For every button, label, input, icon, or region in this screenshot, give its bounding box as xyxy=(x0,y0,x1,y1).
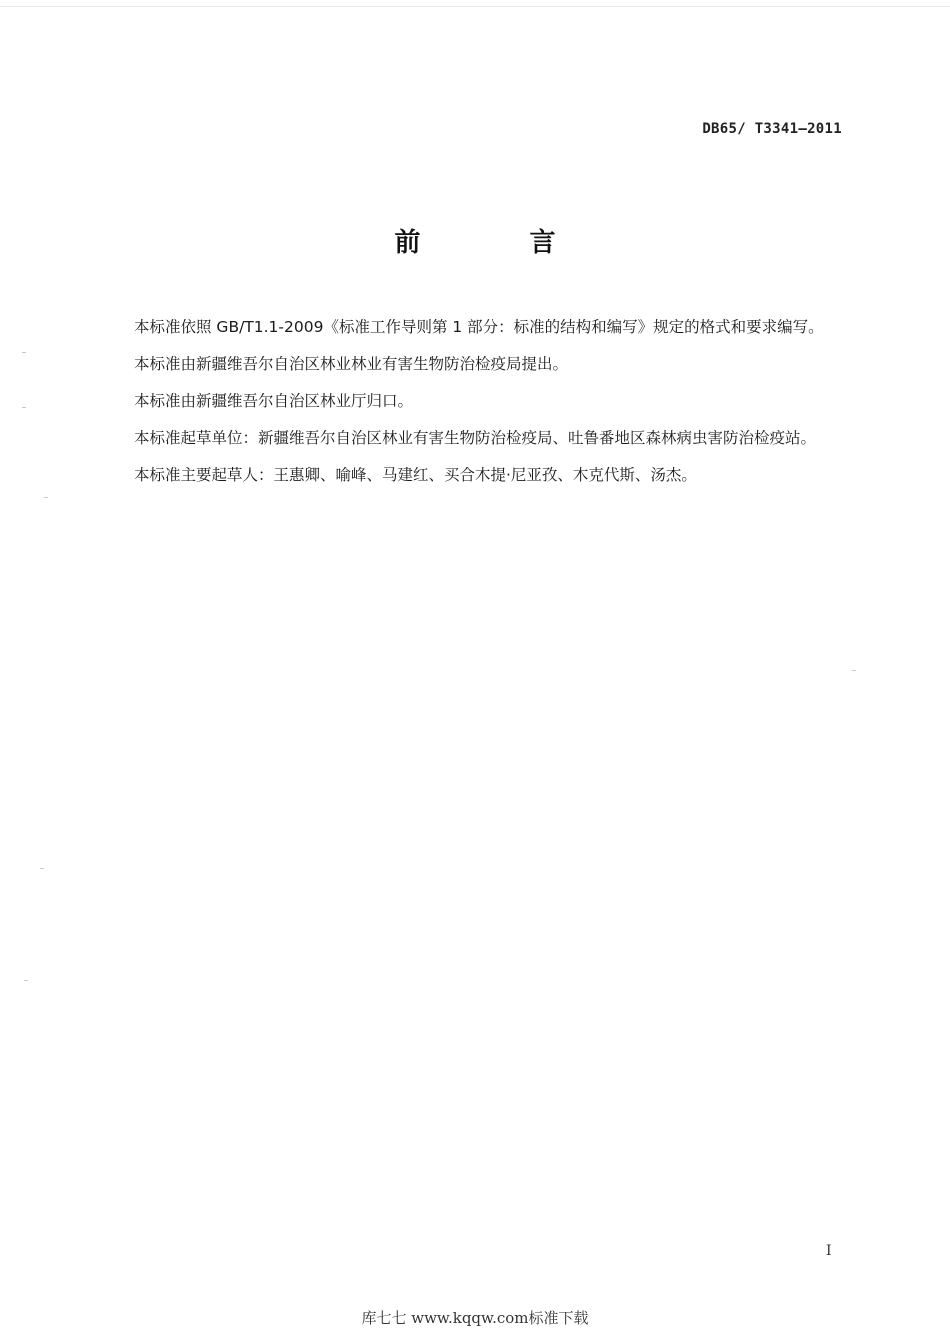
footer-watermark: 库七七 www.kqqw.com标准下载 xyxy=(361,1309,589,1327)
scan-speck xyxy=(44,497,48,498)
paragraph-governing-body: 本标准由新疆维吾尔自治区林业厅归口。 xyxy=(134,392,414,410)
page-number: I xyxy=(826,1243,832,1259)
paragraph-drafters: 本标准主要起草人：王惠卿、喻峰、马建红、买合木提·尼亚孜、木克代斯、汤杰。 xyxy=(134,466,697,484)
scan-speck xyxy=(40,868,44,869)
scan-edge-line xyxy=(0,6,950,7)
paragraph-proposer: 本标准由新疆维吾尔自治区林业林业有害生物防治检疫局提出。 xyxy=(134,355,569,373)
foreword-body xyxy=(134,316,854,501)
scan-speck xyxy=(852,670,856,671)
paragraph-drafting-units: 本标准起草单位：新疆维吾尔自治区林业有害生物防治检疫局、吐鲁番地区森林病虫害防治检疫站。 xyxy=(134,429,817,447)
document-code: DB65/ T3341—2011 xyxy=(702,121,842,137)
scan-speck xyxy=(22,352,26,353)
scan-speck xyxy=(22,407,26,408)
page-title: 前 言 xyxy=(394,228,606,258)
paragraph-drafting-basis: 本标准依照 GB/T1.1-2009《标准工作导则第 1 部分：标准的结构和编写》规定的格式和要求编写。 xyxy=(134,318,824,336)
scan-speck xyxy=(24,980,28,981)
